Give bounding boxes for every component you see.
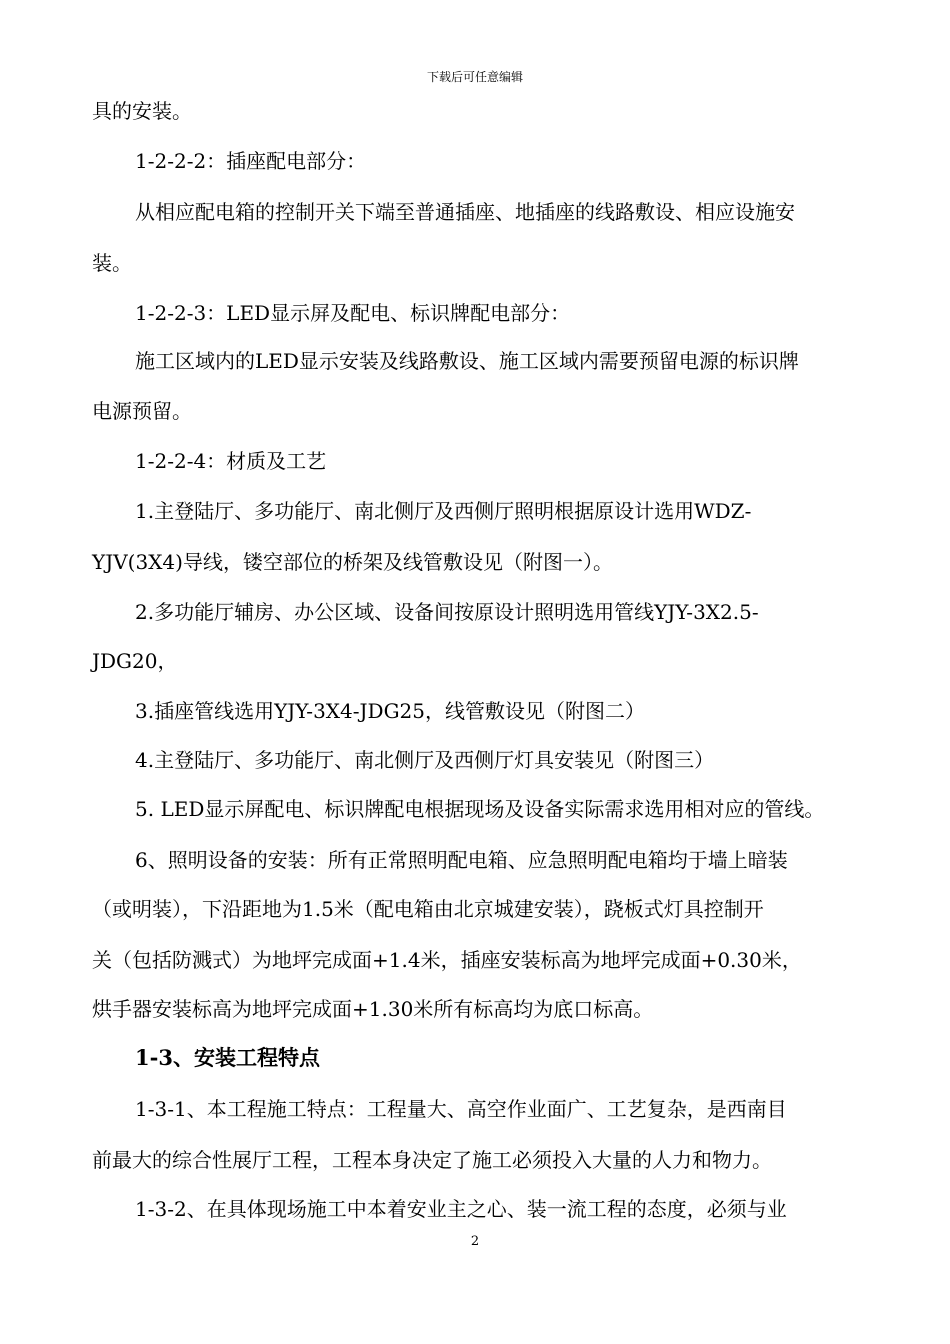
text-line: 1-3-2、在具体现场施工中本着安业主之心、装一流工程的态度，必须与业 [135,1197,787,1221]
text-line: 烘手器安装标高为地坪完成面+1.30米所有标高均为底口标高。 [92,997,654,1021]
page-number: 2 [470,1234,480,1249]
text-line: （或明装），下沿距地为1.5米（配电箱由北京城建安装），跷板式灯具控制开 [92,897,764,921]
list-item: 1.主登陆厅、多功能厅、南北侧厅及西侧厅照明根据原设计选用WDZ- [135,499,752,523]
text-line: JDG20， [92,649,178,673]
list-item: 2.多功能厅辅房、办公区域、设备间按原设计照明选用管线YJY-3X2.5- [135,600,759,624]
section-title: 1-3、安装工程特点 [135,1045,320,1070]
text-line: 具的安装。 [92,99,192,123]
text-line: 前最大的综合性展厅工程，工程本身决定了施工必须投入大量的人力和物力。 [92,1148,772,1172]
page-header: 下载后可任意编辑 [426,70,523,84]
text-line: 电源预留。 [92,399,192,423]
list-item: 5. LED显示屏配电、标识牌配电根据现场及设备实际需求选用相对应的管线。 [135,797,825,821]
text-line: 装。 [92,251,132,275]
section-heading: 1-2-2-4：材质及工艺 [135,449,327,473]
text-line: 从相应配电箱的控制开关下端至普通插座、地插座的线路敷设、相应设施安 [135,200,795,224]
section-heading: 1-2-2-3：LED显示屏及配电、标识牌配电部分： [135,301,571,325]
section-heading: 1-2-2-2：插座配电部分： [135,149,367,173]
text-line: 施工区域内的LED显示安装及线路敷设、施工区域内需要预留电源的标识牌 [135,349,799,373]
list-item: 3.插座管线选用YJY-3X4-JDG25，线管敷设见（附图二） [135,699,645,723]
text-line: YJV(3X4)导线，镂空部位的桥架及线管敷设见（附图一）。 [92,550,613,574]
list-item: 4.主登陆厅、多功能厅、南北侧厅及西侧厅灯具安装见（附图三） [135,748,715,772]
text-line: 关（包括防溅式）为地坪完成面+1.4米，插座安装标高为地坪完成面+0.30米， [92,948,802,972]
list-item: 6、照明设备的安装：所有正常照明配电箱、应急照明配电箱均于墙上暗装 [135,848,788,872]
text-line: 1-3-1、本工程施工特点：工程量大、高空作业面广、工艺复杂，是西南目 [135,1097,787,1121]
